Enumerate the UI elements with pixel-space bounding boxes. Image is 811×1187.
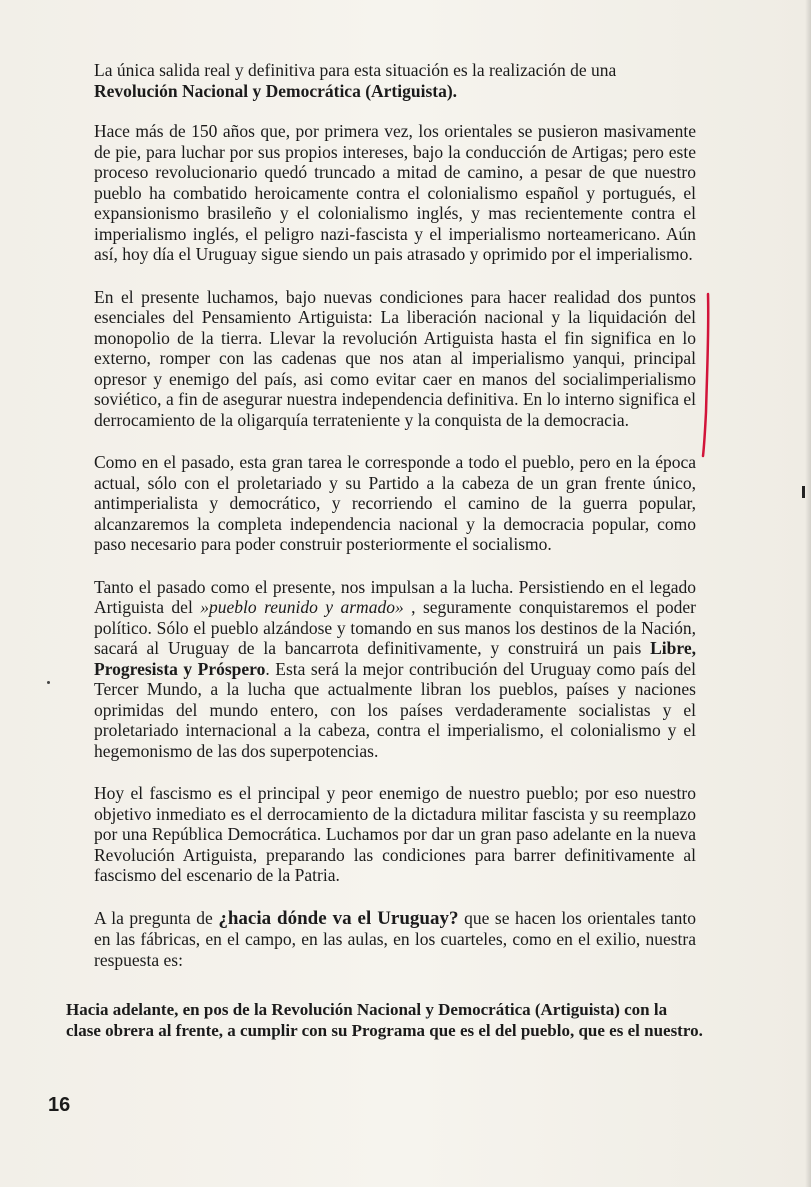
quote-pueblo-reunido: »pueblo reunido y armado» bbox=[200, 597, 404, 617]
paragraph-past-task: Como en el pasado, esta gran tarea le corresponde a todo el pueblo, pero en la época actual, sólo con el proletariado y su Partido a la cabeza de un gran frente único, antimperialista y democrático, y recorriendo el camino de la guerra popular, alcanzaremos la completa independencia nacional y la democracia popular, como paso necesario para poder construir posteriormente el socialismo. bbox=[94, 452, 696, 554]
paragraph-question bbox=[94, 908, 696, 971]
margin-dot bbox=[47, 681, 50, 684]
margin-mark bbox=[802, 486, 805, 498]
final-statement: Hacia adelante, en pos de la Revolución Nacional y Democrática (Artiguista) con la clase obrera al frente, a cumplir con su Programa que es el del pueblo, que es el nuestro. bbox=[66, 1000, 703, 1040]
text-column bbox=[94, 60, 696, 992]
paragraph-history: Hace más de 150 años que, por primera vez, los orientales se pusieron masivamente de pie, para luchar por sus propios intereses, bajo la conducción de Artigas; pero este proceso revolucionario quedó truncado a mitad de camino, a pesar de que nuestro pueblo ha combatido heroicamente contra el colonialismo español y portugués, el expansionismo brasileño y el colonialismo inglés, y mas recientemente contra el imperialismo inglés, el peligro nazi-fascista y el imperialismo norteamericano. Aún así, hoy día el Uruguay sigue siendo un pais atrasado y oprimido por el imperialismo. bbox=[94, 121, 696, 264]
paragraph-struggle-c: . Esta será la mejor contribución del Uruguay como país del Tercer Mundo, a la lucha que actualmente libran los pueblos, países y naciones oprimidas del mundo entero, con los países verdaderamente socialistas y el proletariado internacional a la cabeza, contra el imperialismo, el colonialismo y el hegemonismo de las dos superpotencias. bbox=[94, 658, 696, 761]
paragraph-question-a: A la pregunta de bbox=[94, 907, 219, 928]
paragraph-intro-text: La única salida real y definitiva para esta situación es la realización de una bbox=[94, 60, 617, 80]
paragraph-struggle-a: Tanto el pasado como el presente, nos impulsan a la lucha. Persistiendo en el legado Artiguista del bbox=[94, 576, 696, 617]
paragraph-fascism: Hoy el fascismo es el principal y peor enemigo de nuestro pueblo; por eso nuestro objetivo inmediato es el derrocamiento de la dictadura militar fascista y su reemplazo por una República Democrática. Luchamos por dar un gran paso adelante en la nueva Revolución Artiguista, preparando las condiciones para barrer definitivamente al fascismo del escenario de la Patria. bbox=[94, 783, 696, 885]
paragraph-struggle bbox=[94, 577, 696, 762]
page-number: 16 bbox=[48, 1094, 71, 1116]
question-bold: ¿hacia dónde va el Uruguay? bbox=[218, 907, 459, 929]
paragraph-question-b: que se hacen los orientales tanto en las fábricas, en el campo, en las aulas, en los cuarteles, como en el exilio, nuestra respuesta es: bbox=[94, 907, 696, 970]
paragraph-struggle-b: , seguramente conquistaremos el poder político. Sólo el pueblo alzándose y tomando en sus manos los destinos de la Nación, sacará al Uruguay de la bancarrota definitivamente, y construirá un pais bbox=[94, 597, 697, 658]
paragraph-intro-bold: Revolución Nacional y Democrática (Artiguista). bbox=[94, 80, 458, 101]
paragraph-intro bbox=[94, 60, 696, 101]
page-edge-shadow bbox=[805, 0, 811, 1187]
bold-libre-progresista: Libre, Progresista y Próspero bbox=[94, 638, 696, 679]
red-marker-stroke bbox=[703, 294, 708, 456]
red-marker-bracket bbox=[700, 292, 712, 458]
paragraph-present: En el presente luchamos, bajo nuevas condiciones para hacer realidad dos puntos esenciales del Pensamiento Artiguista: La liberación nacional y la liquidación del monopolio de la tierra. Llevar la revolución Artiguista hasta el fin significa en lo externo, romper con las cadenas que nos atan al imperialismo yanqui, principal opresor y enemigo del país, asi como evitar caer en manos del socialimperialismo soviético, a fin de asegurar nuestra independencia definitiva. En lo interno significa el derrocamiento de la oligarquía terrateniente y la conquista de la democracia. bbox=[94, 286, 696, 430]
